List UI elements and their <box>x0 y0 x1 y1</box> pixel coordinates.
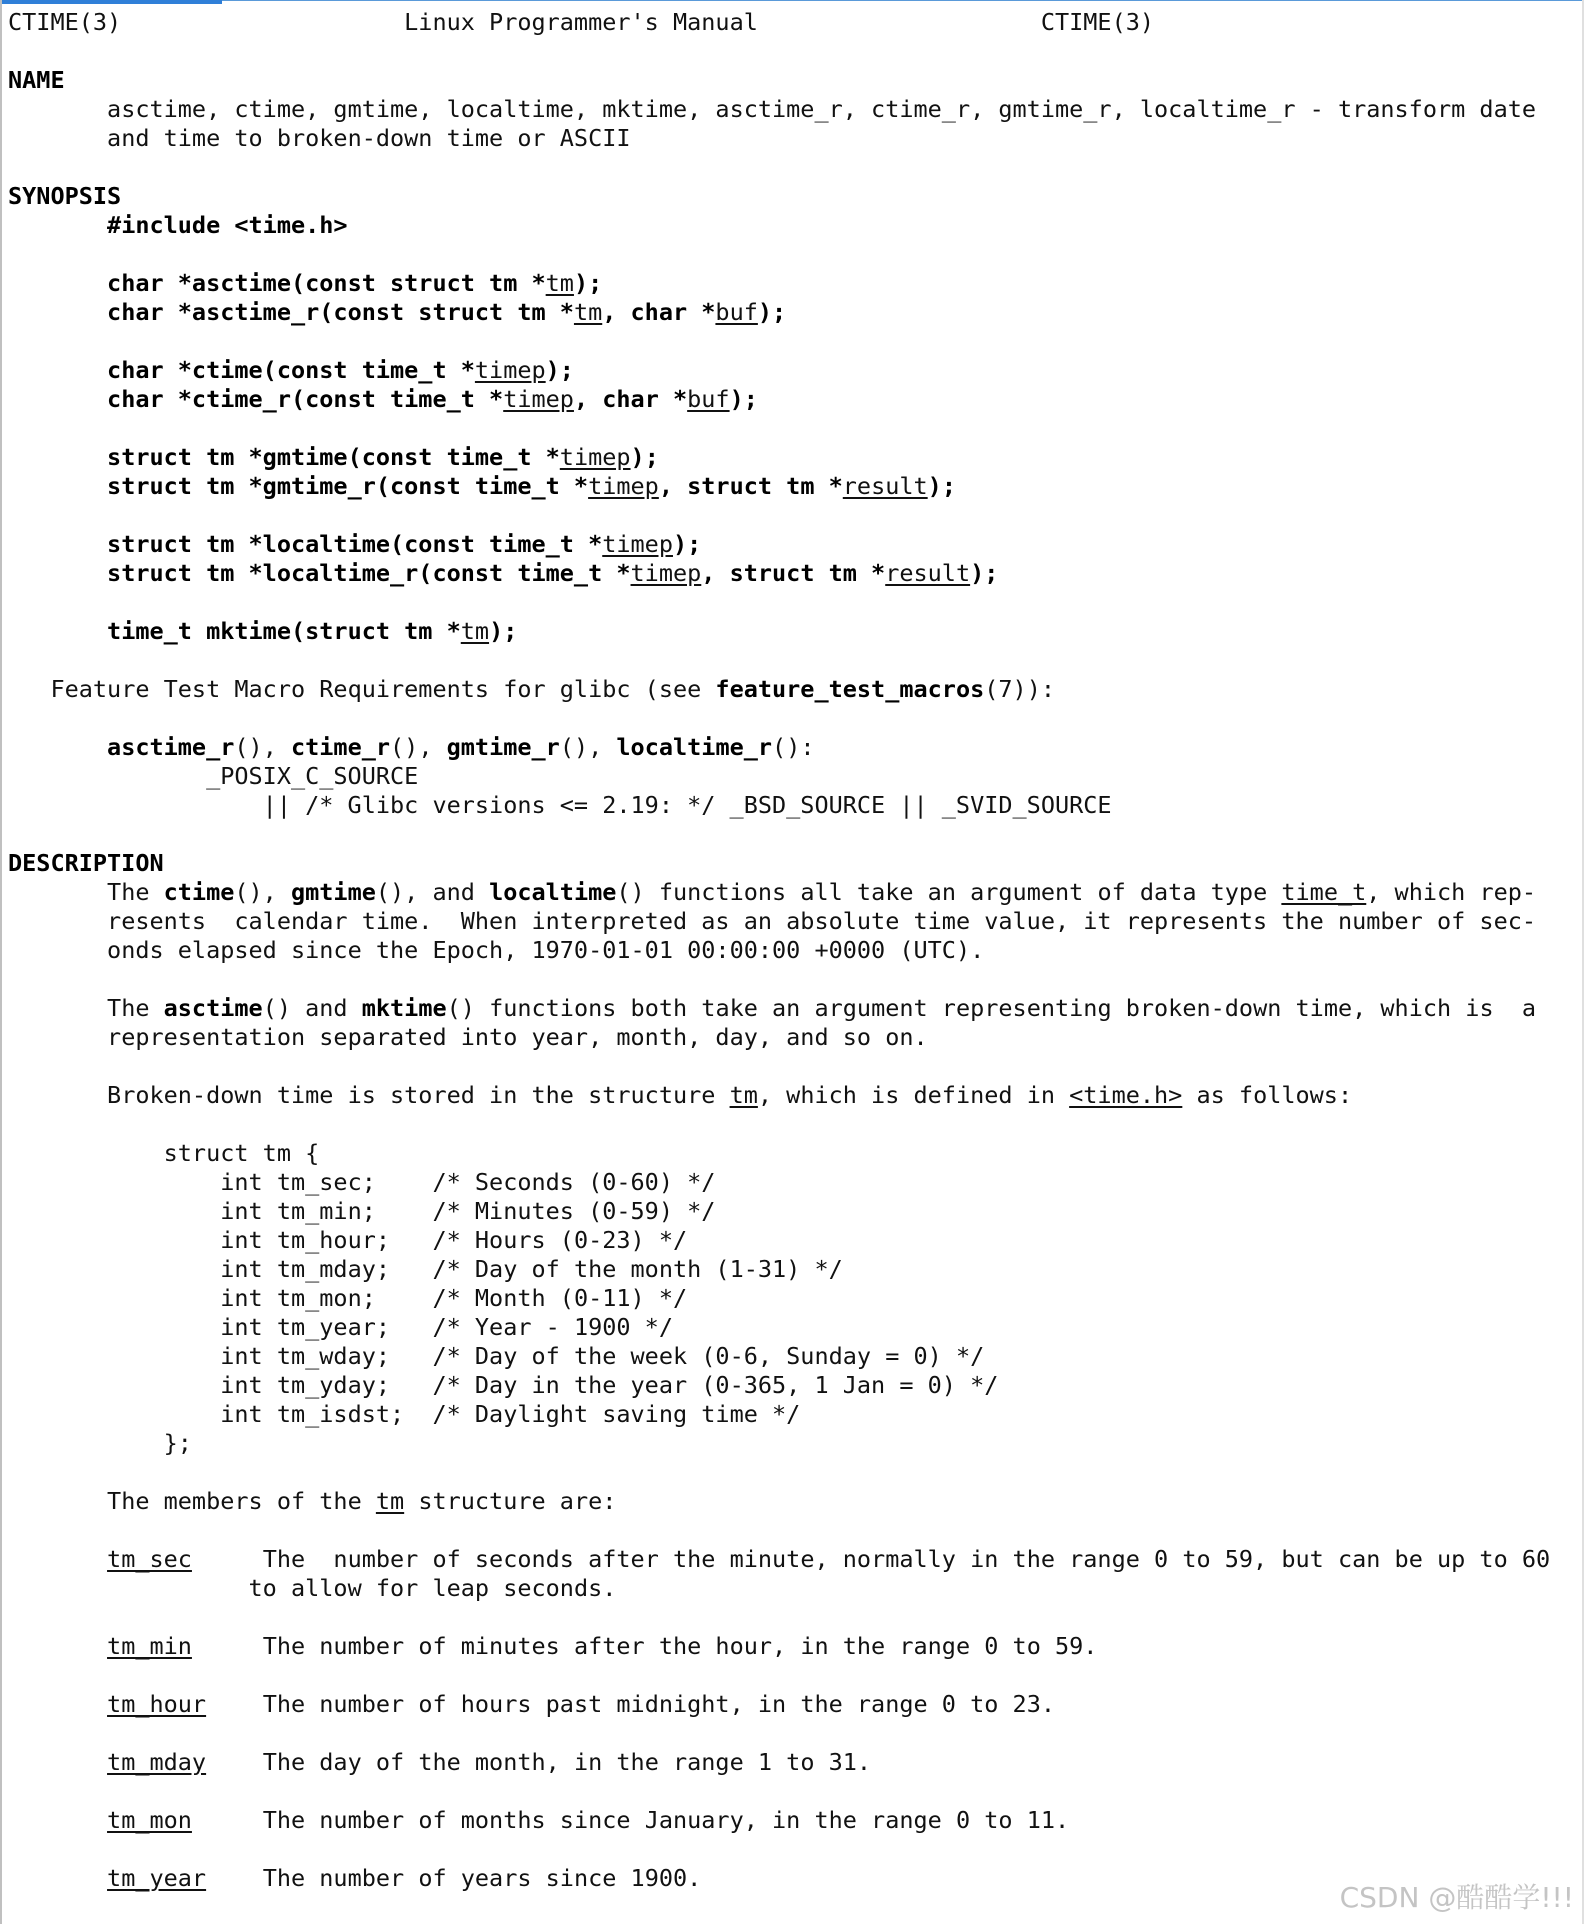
section-name-heading: NAME <box>8 66 65 94</box>
name-line-2: and time to broken-down time or ASCII <box>107 124 631 152</box>
desc-asctime: asctime <box>163 994 263 1022</box>
synopsis-gmtime-arg: timep <box>559 443 631 471</box>
member-tm-sec-name: tm_sec <box>107 1545 192 1573</box>
member-tm-sec-text: The number of seconds after the minute, normally in the range 0 to 59, but can be up to 60 <box>262 1545 1551 1573</box>
header-left: CTIME(3) <box>8 8 122 36</box>
feature-test-intro: Feature Test Macro Requirements for glibc (see <box>50 675 716 703</box>
members-intro-b: structure are: <box>404 1487 617 1515</box>
synopsis-asctime-r-mid: , char * <box>602 298 716 326</box>
member-tm-min-name: tm_min <box>107 1632 192 1660</box>
struct-field-tm-min: int tm_min; /* Minutes (0-59) */ <box>220 1197 716 1225</box>
struct-field-tm-mday: int tm_mday; /* Day of the month (1-31) */ <box>220 1255 843 1283</box>
synopsis-asctime-r-arg2: buf <box>715 298 758 326</box>
synopsis-asctime-post: ); <box>573 269 603 297</box>
member-tm-min-text: The number of minutes after the hour, in the range 0 to 59. <box>262 1632 1098 1660</box>
desc-p3-tm: tm <box>729 1081 758 1109</box>
section-description-heading: DESCRIPTION <box>8 849 164 877</box>
header-right: CTIME(3) <box>1040 8 1155 36</box>
member-tm-mday-name: tm_mday <box>107 1748 207 1776</box>
synopsis-ctime-r-arg2: buf <box>687 385 730 413</box>
desc-p1-line2: resents calendar time. When interpreted as an absolute time value, it represents the number of sec- <box>107 907 1537 935</box>
feature-comma-1: , <box>262 733 291 761</box>
desc-p3-b: , which is defined in <box>757 1081 1070 1109</box>
members-intro-a: The members of the <box>107 1487 376 1515</box>
left-border <box>0 0 2 1924</box>
desc-p1-d: , which rep- <box>1366 878 1537 906</box>
feature-func-gmtime-r: gmtime_r <box>446 733 560 761</box>
synopsis-gmtime-r-pre: struct tm *gmtime_r(const time_t * <box>107 472 589 500</box>
synopsis-ctime-arg: timep <box>474 356 546 384</box>
synopsis-mktime-arg: tm <box>460 617 490 645</box>
member-tm-year-text: The number of years since 1900. <box>262 1864 702 1892</box>
synopsis-gmtime-pre: struct tm *gmtime(const time_t * <box>107 443 560 471</box>
desc-p1-b: (), and <box>375 878 490 906</box>
synopsis-include: #include <time.h> <box>107 211 348 239</box>
desc-p2-the: The <box>107 994 164 1022</box>
desc-p3-header: <time.h> <box>1069 1081 1183 1109</box>
struct-close: }; <box>163 1429 192 1457</box>
desc-p1-c: () functions all take an argument of data type <box>616 878 1282 906</box>
synopsis-localtime-r-post: ); <box>970 559 999 587</box>
desc-ctime: ctime <box>163 878 235 906</box>
struct-field-tm-year: int tm_year; /* Year - 1900 */ <box>220 1313 673 1341</box>
synopsis-ctime-pre: char *ctime(const time_t * <box>107 356 475 384</box>
member-tm-mon-pad <box>192 1806 263 1834</box>
synopsis-gmtime-r-arg2: result <box>842 472 928 500</box>
synopsis-asctime-r-arg1: tm <box>573 298 603 326</box>
member-tm-sec-text2: to allow for leap seconds. <box>248 1574 617 1602</box>
struct-open: struct tm { <box>163 1139 320 1167</box>
member-tm-mday-text: The day of the month, in the range 1 to 31. <box>262 1748 872 1776</box>
synopsis-localtime-r-arg2: result <box>885 559 971 587</box>
member-tm-mon-name: tm_mon <box>107 1806 192 1834</box>
synopsis-asctime-r-pre: char *asctime_r(const struct tm * <box>107 298 574 326</box>
synopsis-ctime-r-pre: char *ctime_r(const time_t * <box>107 385 504 413</box>
man-page-content <box>8 8 1550 1893</box>
synopsis-asctime-arg: tm <box>545 269 574 297</box>
feature-comma-2: , <box>418 733 447 761</box>
feature-paren-3: () <box>559 733 589 761</box>
name-line-1: asctime, ctime, gmtime, localtime, mktime, asctime_r, ctime_r, gmtime_r, localtime_r - transform date <box>107 95 1537 123</box>
synopsis-gmtime-r-arg1: timep <box>588 472 659 500</box>
synopsis-ctime-r-mid: , char * <box>573 385 688 413</box>
active-tab-indicator <box>0 0 222 4</box>
member-tm-hour-name: tm_hour <box>107 1690 207 1718</box>
member-tm-sec-pad <box>192 1545 263 1573</box>
synopsis-localtime-r-arg1: timep <box>630 559 702 587</box>
feature-func-asctime-r: asctime_r <box>107 733 235 761</box>
desc-mktime: mktime <box>361 994 447 1022</box>
synopsis-mktime-post: ); <box>489 617 518 645</box>
feature-colon: (): <box>772 733 815 761</box>
desc-p1-a: (), <box>234 878 291 906</box>
synopsis-localtime-arg: timep <box>602 530 673 558</box>
synopsis-gmtime-post: ); <box>630 443 659 471</box>
watermark: CSDN @酷酷学!!! <box>1339 1881 1574 1914</box>
feature-test-link-suffix: (7)): <box>984 675 1055 703</box>
synopsis-asctime-pre: char *asctime(const struct tm * <box>107 269 546 297</box>
member-tm-mday-pad <box>206 1748 263 1776</box>
member-tm-hour-pad <box>206 1690 263 1718</box>
desc-p1-the: The <box>107 878 164 906</box>
feature-comma-3: , <box>588 733 617 761</box>
feature-paren-1: () <box>234 733 263 761</box>
section-synopsis-heading: SYNOPSIS <box>8 182 122 210</box>
synopsis-gmtime-r-mid: , struct tm * <box>658 472 843 500</box>
struct-field-tm-sec: int tm_sec; /* Seconds (0-60) */ <box>220 1168 716 1196</box>
synopsis-ctime-r-arg1: timep <box>503 385 574 413</box>
synopsis-ctime-post: ); <box>545 356 574 384</box>
synopsis-mktime-pre: time_t mktime(struct tm * <box>107 617 461 645</box>
feature-paren-2: () <box>390 733 419 761</box>
feature-test-link: feature_test_macros <box>715 675 985 703</box>
desc-p3-a: Broken-down time is stored in the structure <box>107 1081 730 1109</box>
member-tm-year-pad <box>206 1864 263 1892</box>
desc-localtime: localtime <box>489 878 617 906</box>
desc-time-t-type: time_t <box>1281 878 1367 906</box>
synopsis-asctime-r-post: ); <box>757 298 787 326</box>
feature-func-localtime-r: localtime_r <box>616 733 773 761</box>
desc-p3-c: as follows: <box>1182 1081 1353 1109</box>
synopsis-localtime-pre: struct tm *localtime(const time_t * <box>107 530 603 558</box>
feature-macro-glibc: || /* Glibc versions <= 2.19: */ _BSD_SOURCE || _SVID_SOURCE <box>262 791 1112 819</box>
synopsis-localtime-r-mid: , struct tm * <box>701 559 886 587</box>
desc-p2-a: () and <box>262 994 362 1022</box>
struct-field-tm-mon: int tm_mon; /* Month (0-11) */ <box>220 1284 688 1312</box>
top-border <box>222 0 1584 4</box>
member-tm-min-pad <box>192 1632 263 1660</box>
struct-field-tm-hour: int tm_hour; /* Hours (0-23) */ <box>220 1226 688 1254</box>
synopsis-gmtime-r-post: ); <box>927 472 956 500</box>
members-intro-tm: tm <box>375 1487 405 1515</box>
member-tm-hour-text: The number of hours past midnight, in the range 0 to 23. <box>262 1690 1055 1718</box>
desc-p2-line2: representation separated into year, month, day, and so on. <box>107 1023 928 1051</box>
synopsis-localtime-r-pre: struct tm *localtime_r(const time_t * <box>107 559 631 587</box>
desc-p1-line3: onds elapsed since the Epoch, 1970-01-01 00:00:00 +0000 (UTC). <box>107 936 985 964</box>
synopsis-localtime-post: ); <box>672 530 702 558</box>
struct-field-tm-isdst: int tm_isdst; /* Daylight saving time */ <box>220 1400 801 1428</box>
member-tm-mon-text: The number of months since January, in the range 0 to 11. <box>262 1806 1070 1834</box>
desc-p2-b: () functions both take an argument representing broken-down time, which is a <box>446 994 1537 1022</box>
feature-macro-posix: _POSIX_C_SOURCE <box>206 762 419 790</box>
header-title: Linux Programmer's Manual <box>404 8 758 36</box>
synopsis-ctime-r-post: ); <box>729 385 758 413</box>
desc-gmtime: gmtime <box>290 878 376 906</box>
feature-func-ctime-r: ctime_r <box>290 733 391 761</box>
struct-field-tm-yday: int tm_yday; /* Day in the year (0-365, 1 Jan = 0) */ <box>220 1371 999 1399</box>
struct-field-tm-wday: int tm_wday; /* Day of the week (0-6, Sunday = 0) */ <box>220 1342 985 1370</box>
member-tm-year-name: tm_year <box>107 1864 207 1892</box>
